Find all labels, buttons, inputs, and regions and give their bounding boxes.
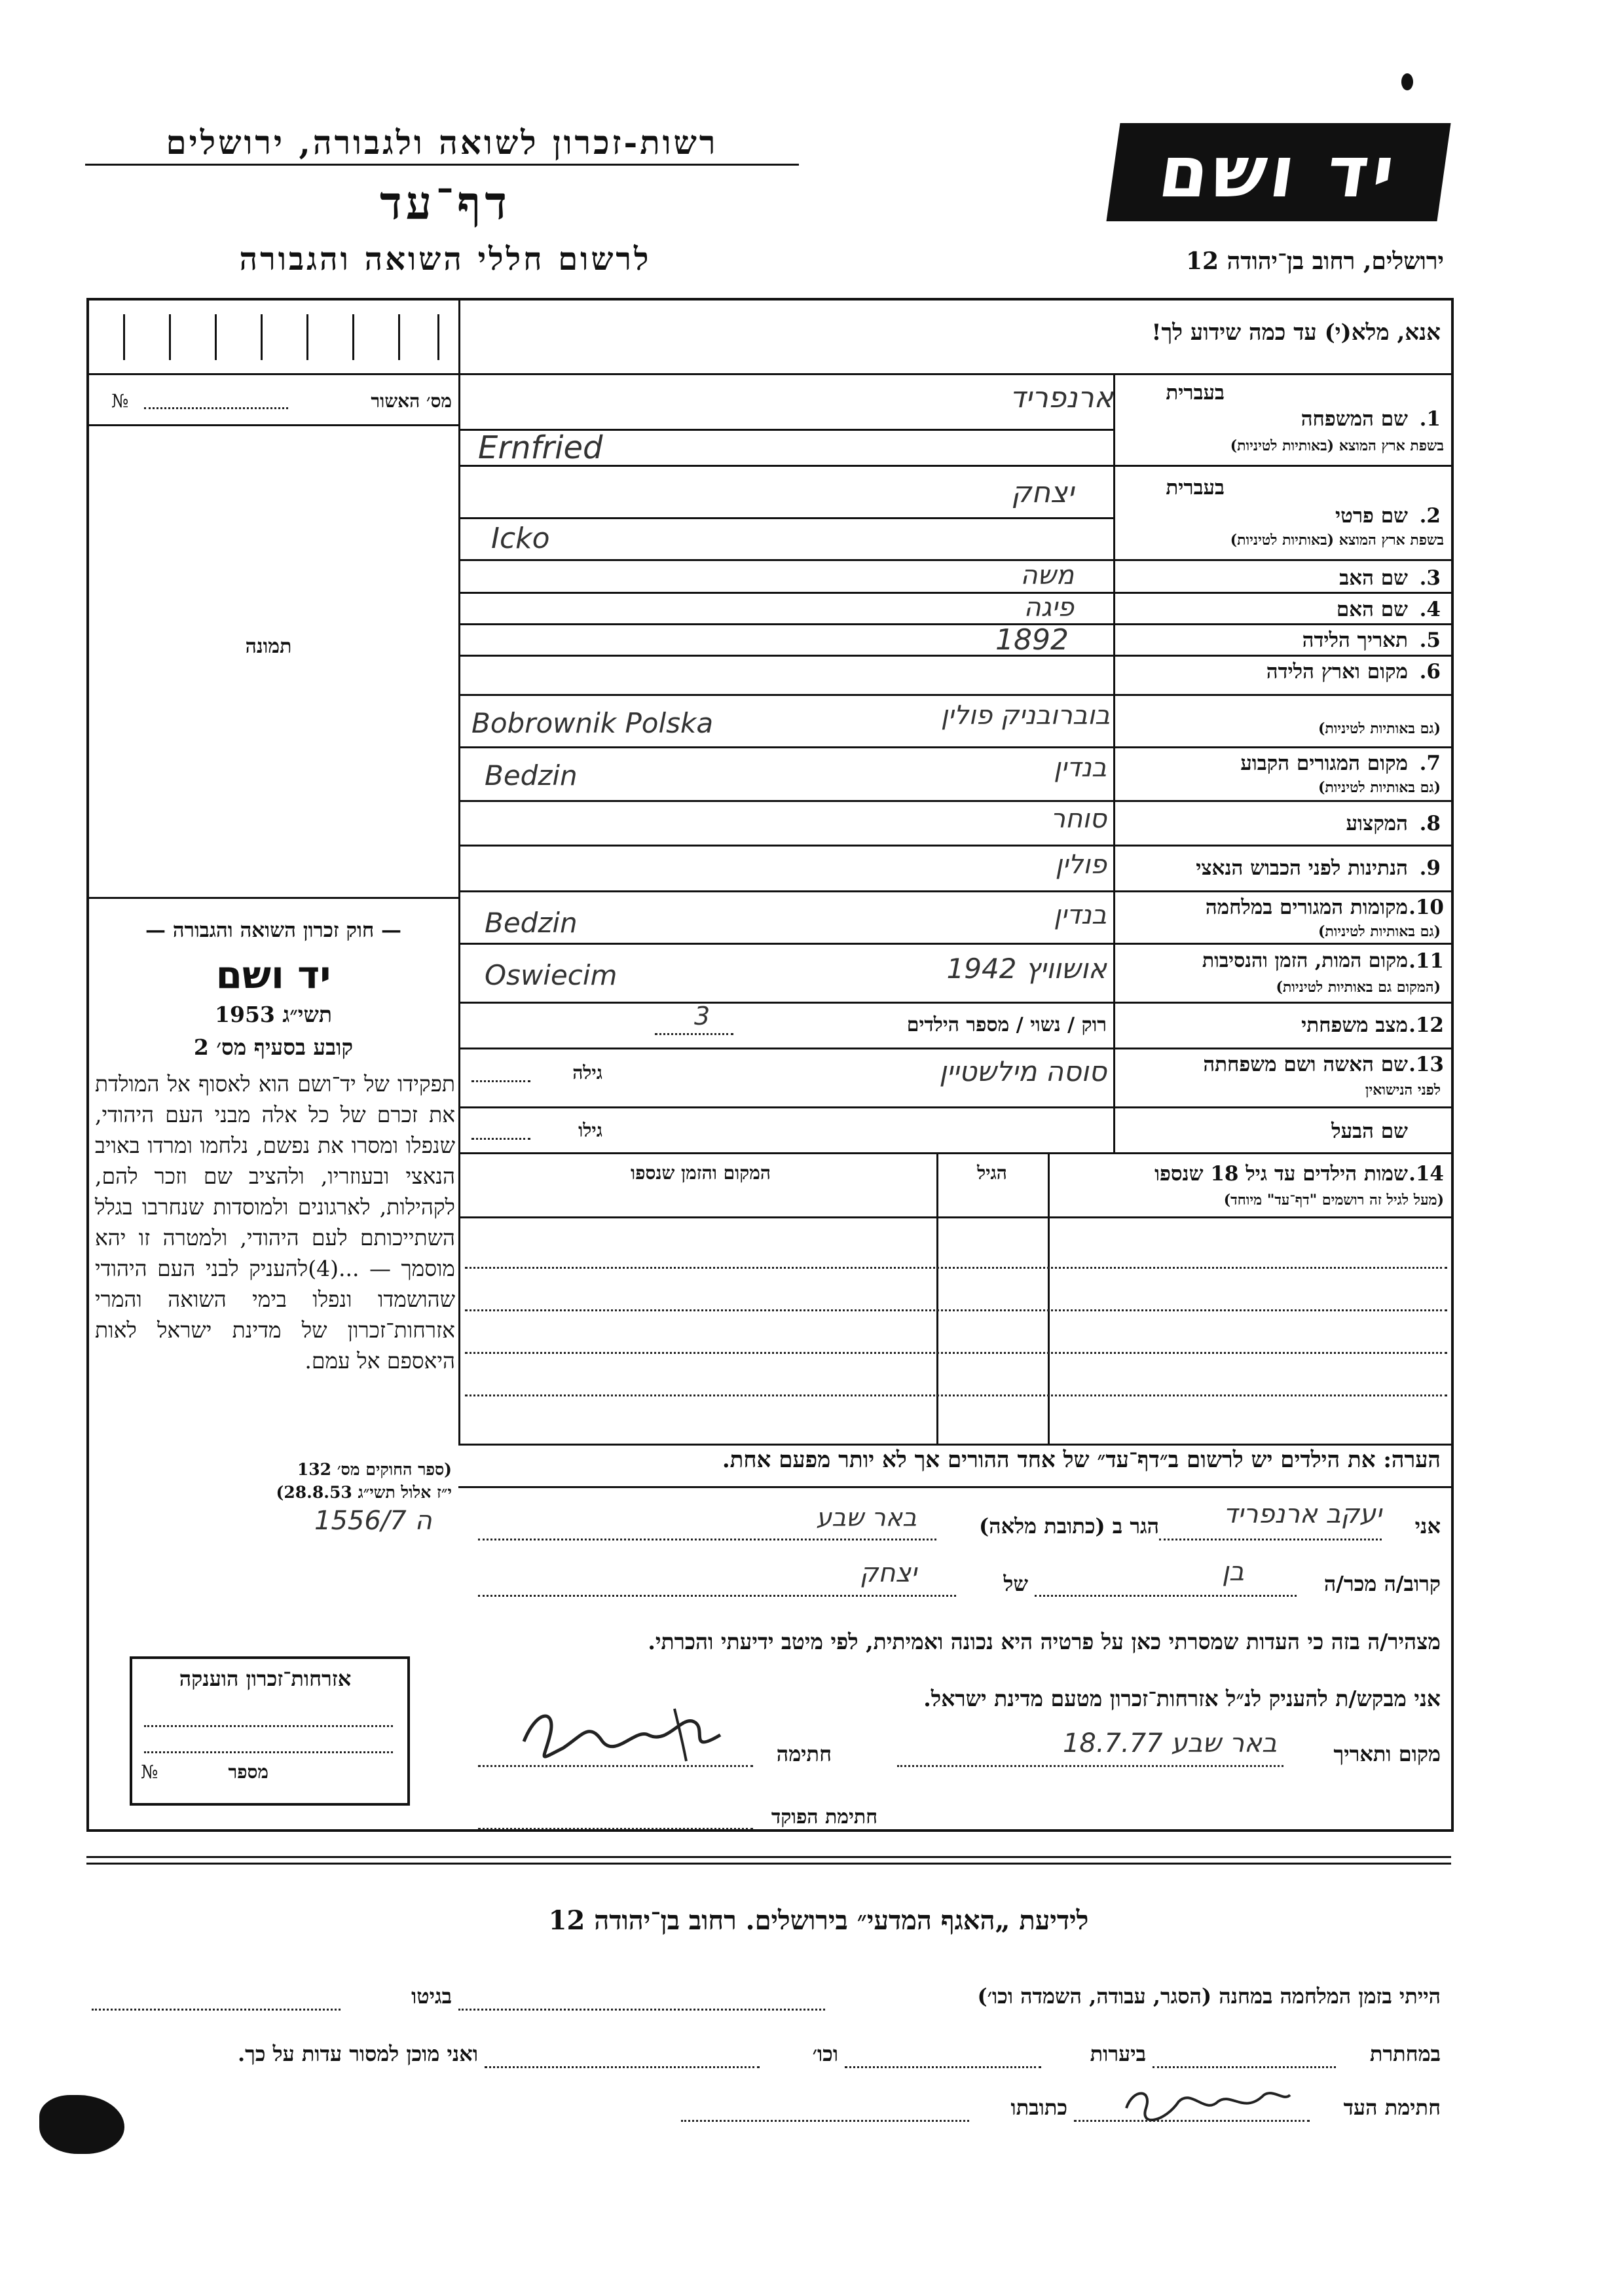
f7-label: מקום המגורים הקבוע bbox=[1240, 752, 1408, 775]
decl-officer-line bbox=[478, 1828, 753, 1830]
f6-label: מקום וארץ הלידה bbox=[1266, 660, 1408, 683]
row-line bbox=[458, 1152, 1451, 1154]
note-bottom-line bbox=[458, 1486, 1451, 1488]
certificate-title: אזרחות־זכרון הוענקה bbox=[179, 1666, 352, 1691]
f2-firstname-latin-value[interactable]: Icko bbox=[491, 522, 550, 555]
f2-number: 2. bbox=[1419, 504, 1441, 528]
f11-label: מקום המות, הזמן והנסיבות bbox=[1202, 949, 1408, 972]
label-column-divider bbox=[1113, 373, 1115, 1152]
f14-label: שמות הילדים עד גיל 18 שנספו bbox=[1154, 1162, 1408, 1186]
bottom-line1-input-2[interactable] bbox=[92, 2009, 341, 2011]
decl-place-date-label: מקום ותאריך bbox=[1333, 1741, 1441, 1766]
f4-number: 4. bbox=[1419, 598, 1441, 621]
left-column-divider bbox=[458, 298, 460, 1444]
f1-number: 1. bbox=[1419, 407, 1441, 431]
f7-residence-latin-value[interactable]: Bedzin bbox=[485, 759, 578, 792]
decl-relation-line bbox=[1035, 1595, 1297, 1597]
bottom-separator-2 bbox=[86, 1863, 1451, 1865]
certificate-line bbox=[144, 1751, 393, 1753]
row-line bbox=[458, 1106, 1451, 1108]
row-line bbox=[458, 800, 1451, 802]
certificate-line bbox=[144, 1725, 393, 1727]
f14-row[interactable] bbox=[465, 1309, 1447, 1311]
f4-label: שם האם bbox=[1336, 598, 1408, 621]
approval-label: מס׳ האשור bbox=[371, 390, 452, 412]
authority-underline bbox=[85, 164, 799, 166]
f5-birthdate-value[interactable]: 1892 bbox=[995, 623, 1069, 657]
f3-father-value[interactable]: משה bbox=[1020, 560, 1074, 591]
f11-death-latin-value[interactable]: Oswiecim bbox=[485, 959, 618, 991]
f10-wartime-residence-hebrew-value[interactable]: בנדין bbox=[1054, 900, 1107, 930]
photo-label[interactable]: תמונה bbox=[245, 635, 292, 658]
bottom-line2-input-c[interactable] bbox=[485, 2066, 760, 2068]
f11-sublabel: (המקום גם באותיות לטיניות) bbox=[1276, 979, 1441, 996]
row-line bbox=[458, 890, 1451, 892]
form-title: דף־עד bbox=[379, 175, 511, 230]
f14-row[interactable] bbox=[465, 1394, 1447, 1396]
bottom-line2-input-a[interactable] bbox=[1153, 2066, 1336, 2068]
f7-residence-hebrew-value[interactable]: בנדין bbox=[1054, 753, 1107, 783]
f12-number: 12. bbox=[1409, 1013, 1444, 1037]
f6-birthplace-latin-value[interactable]: Bobrownik Polska bbox=[471, 707, 714, 739]
f2-sublabel: בשפת ארץ המוצא (באותיות לטיניות) bbox=[1230, 532, 1444, 549]
f14-bottom-line bbox=[458, 1444, 1451, 1446]
bottom-line2-d: ואני מוכן למסור עדות על כך. bbox=[237, 2041, 478, 2066]
row-line bbox=[458, 623, 1451, 625]
f9-label: הנתינות לפני הכבוש הנאצי bbox=[1196, 856, 1408, 880]
row-line bbox=[458, 1002, 1451, 1004]
f8-profession-value[interactable]: סוחר bbox=[1050, 804, 1107, 834]
f1-sublabel: בשפת ארץ המוצא (באותיות לטיניות) bbox=[1230, 437, 1444, 454]
law-title: — חוק זכרון השואה והגבורה — bbox=[145, 919, 402, 942]
bottom-line2-input-b[interactable] bbox=[845, 2066, 1041, 2068]
husband-age-line[interactable] bbox=[471, 1138, 530, 1140]
bottom-address-label: כתובתו bbox=[1010, 2095, 1067, 2120]
law-body: תפקידו של יד־ושם הוא לאסוף אל המולדת את זכרם של כל אלה מבני העם היהודי, שנפלו ומסרו את נפשם, נלחמו ומרדו באויב הנאצי ובעוזריו, ולהציב שם וזכר להם, לקהילות, לארגונים ולמוסדות שנחרבו בגלל השתייכותם לעם היהודי, ולמטרה זו יהא מוסמך — ...(4)להעניק לבני העם היהודי שהושמדו ונפלו בימי השואה והמרי אזרחות־זכרון של מדינת ישראל לאות היאספם אל עמם. bbox=[95, 1071, 455, 1374]
f12-children-line bbox=[655, 1033, 733, 1035]
f9-number: 9. bbox=[1419, 856, 1441, 880]
bottom-address-line[interactable] bbox=[681, 2120, 969, 2122]
decl-attest: מצהיר/ה בזה כי העדות שמסרתי כאן על פרטיה היא נכונה ואמיתית, לפי מיטב ידיעתי והכרתי. bbox=[648, 1629, 1441, 1654]
f2-firstname-hebrew-value[interactable]: יצחק bbox=[1011, 476, 1074, 509]
bottom-witness-sig-label: חתימת העד bbox=[1343, 2095, 1441, 2120]
f3-label: שם האב bbox=[1339, 566, 1408, 590]
photo-area-bottom bbox=[86, 897, 460, 899]
f1-hebrew-tag: בעברית bbox=[1166, 381, 1225, 405]
decl-of-line bbox=[478, 1595, 956, 1597]
f7-number: 7. bbox=[1419, 752, 1441, 775]
decl-resides-line bbox=[478, 1539, 936, 1540]
law-source-2: י״ז אלול תשי״ג 28.8.53) bbox=[276, 1483, 452, 1502]
row-line bbox=[458, 694, 1451, 696]
f1-surname-latin-value[interactable]: Ernfried bbox=[478, 429, 603, 466]
law-year: תשי״ג 1953 bbox=[215, 1002, 332, 1027]
f14-row[interactable] bbox=[465, 1267, 1447, 1269]
decl-relation-value[interactable]: בן bbox=[1221, 1557, 1244, 1587]
address-header: ירושלים, רחוב בן־יהודה 12 bbox=[1185, 247, 1444, 275]
f10-label: מקומות המגורים במלחמה bbox=[1205, 896, 1408, 919]
wife-age-line[interactable] bbox=[471, 1080, 530, 1082]
decl-i-line bbox=[1159, 1539, 1382, 1540]
note-text: הערה: את הילדים יש לרשום ב״דף־עד״ של אחד ההורים אך לא יותר מפעם אחת. bbox=[722, 1447, 1441, 1473]
f14-col-place: המקום והזמן שנספו bbox=[631, 1162, 771, 1184]
decl-i-value[interactable]: יעקב ארנפריד bbox=[1223, 1499, 1382, 1529]
f14-header-line bbox=[458, 1216, 1451, 1218]
decl-resides-label: הגר ב (כתובת מלאה) bbox=[979, 1514, 1159, 1539]
f12-label: מצב משפחתי bbox=[1301, 1013, 1408, 1037]
approval-no-symbol: № bbox=[111, 390, 129, 412]
decl-request: אני מבקש/ת להעניק לנ״ל אזרחות־זכרון מטעם מדינת ישראל. bbox=[923, 1686, 1441, 1711]
bottom-line1-input[interactable] bbox=[458, 2009, 825, 2011]
decl-resides-value[interactable]: באר שבע bbox=[816, 1503, 917, 1532]
f8-label: המקצוע bbox=[1346, 812, 1408, 835]
f12-children-count-value[interactable]: 3 bbox=[694, 1002, 710, 1030]
decl-place-date-line bbox=[897, 1765, 1283, 1767]
bottom-line1-a: הייתי בזמן המלחמה במחנה (הסגר, עבודה, השמדה וכו׳) bbox=[977, 1984, 1441, 2009]
f12-options: רוק / נשוי / מספר הילדים bbox=[906, 1013, 1107, 1036]
row-line bbox=[458, 943, 1451, 945]
appeal-text: אנא, מלא(י) עד כמה שידוע לך! bbox=[1151, 319, 1441, 346]
approval-input-line[interactable] bbox=[144, 407, 288, 409]
top-strip-line bbox=[86, 373, 1451, 375]
f2-label: שם פרטי bbox=[1335, 504, 1408, 528]
f5-label: תאריך הלידה bbox=[1302, 629, 1408, 652]
f13-label: שם האשה ושם משפחתה bbox=[1203, 1053, 1408, 1076]
certificate-number-symbol: № bbox=[141, 1761, 158, 1783]
bottom-line1-b: בגיטו bbox=[411, 1984, 452, 2009]
decl-officer-sig-label: חתימת הפוקד bbox=[771, 1806, 877, 1829]
scan-speck bbox=[1401, 73, 1413, 90]
authority-title: רשות-זכרון לשואה ולגבורה, ירושלים bbox=[166, 123, 718, 162]
witness-signature-mark bbox=[1113, 2075, 1297, 2128]
f13-sublabel: לפני הנישואין bbox=[1365, 1082, 1441, 1099]
decl-of-value[interactable]: יצחק bbox=[859, 1558, 917, 1588]
wife-age-label: גילה bbox=[572, 1062, 602, 1084]
row-line bbox=[458, 746, 1451, 748]
f3-number: 3. bbox=[1419, 566, 1441, 590]
bottom-line2-a: במחתרת bbox=[1369, 2041, 1441, 2066]
bottom-line2-c: וכו׳ bbox=[812, 2041, 838, 2066]
f4-mother-value[interactable]: פיגה bbox=[1024, 592, 1074, 623]
decl-relation-label: קרוב/ה מכר/ה bbox=[1323, 1571, 1441, 1596]
f14-col-divider bbox=[1048, 1152, 1050, 1444]
photo-area-top bbox=[86, 424, 460, 426]
f1-surname-hebrew-value[interactable]: ארנפריד bbox=[1009, 381, 1113, 414]
f10-sublabel: (גם באותיות לטיניות) bbox=[1318, 923, 1441, 940]
signature-mark bbox=[511, 1696, 733, 1768]
bottom-separator bbox=[86, 1856, 1451, 1858]
f13-wife-value[interactable]: סוסה מילשטיין bbox=[939, 1055, 1107, 1087]
f2-hebrew-tag: בעברית bbox=[1166, 476, 1225, 500]
certificate-number-label: מספר bbox=[228, 1761, 268, 1783]
row-line bbox=[458, 845, 1451, 847]
decl-place-date-value[interactable]: באר שבע 18.7.77 bbox=[1062, 1728, 1277, 1758]
husband-label: שם הבעל bbox=[1331, 1120, 1408, 1143]
scan-blot bbox=[39, 2095, 124, 2154]
f6-birthplace-hebrew-value[interactable]: בוברובניק פולין bbox=[940, 701, 1110, 731]
f10-wartime-residence-latin-value[interactable]: Bedzin bbox=[485, 907, 578, 939]
f5-number: 5. bbox=[1419, 629, 1441, 652]
f11-number: 11. bbox=[1409, 949, 1444, 973]
f14-row[interactable] bbox=[465, 1352, 1447, 1354]
ticket-boxes bbox=[110, 314, 451, 360]
f13-number: 13. bbox=[1409, 1053, 1444, 1076]
f10-number: 10. bbox=[1409, 896, 1444, 919]
f14-sublabel: (מעל לגיל זה רושמים "דף־עד" מיוחד) bbox=[1223, 1192, 1444, 1209]
f9-nationality-value[interactable]: פולין bbox=[1055, 850, 1107, 880]
decl-resides-number[interactable]: 1556/7 ה bbox=[314, 1506, 432, 1536]
f14-number: 14. bbox=[1409, 1162, 1444, 1186]
f6-sublabel: (גם באותיות לטיניות) bbox=[1318, 720, 1441, 737]
row-line bbox=[458, 655, 1451, 657]
law-clause: קובע בסעיף מס׳ 2 bbox=[193, 1034, 354, 1060]
decl-signature-label: חתימה bbox=[776, 1741, 832, 1766]
bottom-title: לידיעת „האגף המדעי״ בירושלים. רחוב בן־יהודה 12 bbox=[548, 1905, 1089, 1936]
split-line bbox=[458, 517, 1113, 519]
f1-label: שם המשפחה bbox=[1301, 407, 1408, 431]
yad-vashem-logo bbox=[1106, 123, 1450, 221]
f11-death-hebrew-value[interactable]: אושוויץ 1942 bbox=[946, 953, 1107, 985]
bottom-line2-b: ביערות bbox=[1090, 2041, 1146, 2066]
logo-text: יד ושם bbox=[1154, 131, 1403, 213]
law-name: יד ושם bbox=[215, 953, 331, 997]
husband-age-label: גילו bbox=[578, 1120, 602, 1141]
f14-col-age: הגיל bbox=[977, 1162, 1007, 1184]
form-subtitle: לרשום חללי השואה והגבורה bbox=[239, 241, 652, 278]
law-source-1: (ספר החוקים מס׳ 132 bbox=[297, 1460, 452, 1479]
decl-i-label: אני bbox=[1414, 1514, 1441, 1539]
row-line bbox=[458, 1048, 1451, 1049]
decl-of-label: של bbox=[1003, 1571, 1028, 1596]
f14-col-divider bbox=[936, 1152, 938, 1444]
f6-number: 6. bbox=[1419, 660, 1441, 683]
f8-number: 8. bbox=[1419, 812, 1441, 835]
f7-sublabel: (גם באותיות לטיניות) bbox=[1318, 779, 1441, 796]
